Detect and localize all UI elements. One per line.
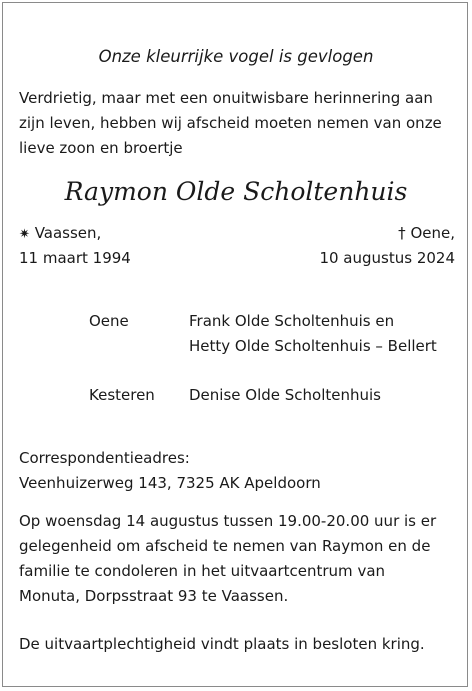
birth-star-icon: ✷ xyxy=(19,227,30,242)
deceased-name: Raymon Olde Scholtenhuis xyxy=(64,177,408,206)
family-place-1: Oene xyxy=(89,312,129,330)
death-place: Oene, xyxy=(410,224,455,242)
intro-line-1: Verdrietig, maar met een onuitwisbare herinnering aan xyxy=(19,89,433,107)
intro-line-3: lieve zoon en broertje xyxy=(19,139,183,157)
visitation-line-3: familie te condoleren in het uitvaartcentrum van xyxy=(19,562,386,580)
funeral-note: De uitvaartplechtigheid vindt plaats in besloten kring. xyxy=(19,635,425,653)
obituary-card xyxy=(2,2,468,687)
birth-place: Vaassen, xyxy=(34,224,102,242)
tagline: Onze kleurrijke vogel is gevlogen xyxy=(98,47,374,66)
birth-date: 11 maart 1994 xyxy=(19,249,131,267)
family-name-1a: Frank Olde Scholtenhuis en xyxy=(189,312,395,330)
death-cross-icon: † xyxy=(398,224,406,242)
death-date: 10 augustus 2024 xyxy=(319,249,455,267)
visitation-line-2: gelegenheid om afscheid te nemen van Raymon en de xyxy=(19,537,431,555)
family-place-2: Kesteren xyxy=(89,386,155,404)
death-line xyxy=(398,220,455,246)
visitation-line-4: Monuta, Dorpsstraat 93 te Vaassen. xyxy=(19,587,289,605)
birth-line xyxy=(19,220,101,248)
correspondence-label: Correspondentieadres: xyxy=(19,449,190,467)
visitation-line-1: Op woensdag 14 augustus tussen 19.00-20.00 uur is er xyxy=(19,512,437,530)
family-name-1b: Hetty Olde Scholtenhuis – Bellert xyxy=(189,337,437,355)
family-name-2a: Denise Olde Scholtenhuis xyxy=(189,386,381,404)
correspondence-address: Veenhuizerweg 143, 7325 AK Apeldoorn xyxy=(19,474,321,492)
intro-line-2: zijn leven, hebben wij afscheid moeten nemen van onze xyxy=(19,114,442,132)
